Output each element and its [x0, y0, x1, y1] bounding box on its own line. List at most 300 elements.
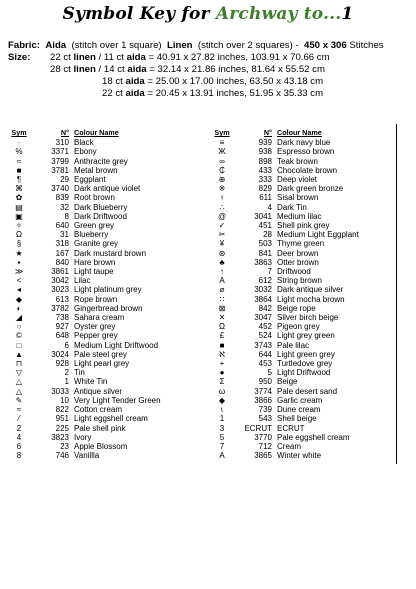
colour-name: Deer brown	[277, 248, 319, 258]
symbol-row	[8, 322, 198, 331]
symbol-glyph: ◂	[16, 285, 21, 295]
symbol-row	[211, 359, 401, 368]
colour-name: Dark navy blue	[277, 138, 331, 148]
thread-number: 8	[64, 211, 69, 221]
colour-name: Otter brown	[277, 257, 319, 267]
colour-name: Cream	[277, 441, 302, 451]
symbol-glyph: ✎	[15, 395, 23, 405]
symbol-glyph: ▣	[15, 211, 23, 221]
colour-name: Medium Light Driftwood	[74, 340, 159, 350]
colour-name: White Tin	[74, 377, 108, 387]
thread-number: 3740	[51, 184, 69, 194]
colour-name: Lilac	[74, 276, 91, 286]
thread-number: 333	[258, 175, 272, 185]
thread-number: 648	[55, 331, 69, 341]
name-header: Colour Name	[74, 128, 119, 137]
colour-name: Shell beige	[277, 414, 317, 424]
colour-name: Light pearl grey	[74, 359, 130, 369]
symbol-row	[211, 193, 401, 202]
title-highlight: Archway to...	[215, 4, 342, 24]
colour-name: Light taupe	[74, 267, 114, 277]
colour-name: Light platinum grey	[74, 285, 142, 295]
thread-number: 927	[55, 322, 69, 332]
symbol-glyph: £	[219, 331, 225, 341]
colour-name: Thyme green	[277, 239, 325, 249]
symbol-glyph: ◐	[16, 303, 22, 313]
symbol-row	[211, 341, 401, 350]
symbol-row	[8, 387, 198, 396]
symbol-row	[211, 304, 401, 313]
symbol-glyph: △	[15, 386, 23, 396]
fabric-label: Fabric:	[8, 40, 40, 51]
symbol-glyph: ⊕	[218, 175, 226, 185]
symbol-row	[8, 230, 198, 239]
symbol-glyph: ·	[17, 138, 21, 148]
num-header: N°	[263, 128, 272, 137]
colour-name: Dark Blueberry	[74, 202, 128, 212]
colour-name: Pale eggshell cream	[277, 432, 350, 442]
thread-number: 28	[263, 230, 272, 240]
symbol-row	[211, 377, 401, 386]
symbol-row	[8, 239, 198, 248]
thread-number: 543	[258, 414, 272, 424]
symbol-row	[211, 322, 401, 331]
thread-number: 3864	[254, 294, 272, 304]
thread-number: 6	[64, 340, 69, 350]
symbol-row	[211, 249, 401, 258]
colour-name: Dune cream	[277, 405, 321, 415]
symbol-row	[8, 193, 198, 202]
symbol-row	[211, 424, 401, 433]
symbol-row	[211, 414, 401, 423]
thread-number: 611	[259, 193, 272, 203]
colour-name: Blueberry	[74, 230, 109, 240]
symbol-row	[211, 313, 401, 322]
colour-name: Granite grey	[74, 239, 119, 249]
symbol-glyph: ▲	[15, 349, 23, 359]
size-line-2: 28 ct linen / 14 ct aida = 32.14 x 21.86 inches, 81.64 x 55.52 cm	[50, 64, 325, 75]
thread-number: 3024	[51, 349, 69, 359]
symbol-glyph: ∞	[219, 156, 225, 166]
colour-name: Deep violet	[277, 175, 318, 185]
num-header: N°	[60, 128, 69, 137]
symbol-row	[211, 138, 401, 147]
colour-name: String brown	[277, 276, 322, 286]
symbol-glyph: 5	[219, 432, 225, 442]
symbol-glyph: 7	[219, 441, 225, 451]
colour-name: Beige rope	[277, 303, 316, 313]
symbol-row	[8, 368, 198, 377]
colour-name: Dark Driftwood	[74, 211, 127, 221]
colour-name: Pale steel grey	[74, 349, 127, 359]
thread-number: 3865	[254, 451, 272, 461]
size-line-1: 22 ct linen / 11 ct aida = 40.91 x 27.82 inches, 103.91 x 70.66 cm	[50, 52, 330, 63]
thread-number: 3023	[51, 285, 69, 295]
symbol-glyph: %	[15, 147, 23, 157]
colour-name: Oyster grey	[74, 322, 116, 332]
thread-number: 451	[258, 221, 272, 231]
symbol-glyph: ◢	[15, 313, 23, 323]
colour-name: Sahara cream	[74, 313, 125, 323]
size-line-4: 22 ct aida = 20.45 x 13.91 inches, 51.95 x 35.33 cm	[102, 88, 324, 99]
symbol-row	[211, 368, 401, 377]
symbol-row	[8, 147, 198, 156]
symbol-glyph: +	[219, 359, 225, 369]
thread-number: 3041	[254, 211, 272, 221]
thread-number: 738	[55, 313, 69, 323]
symbol-glyph: 8	[16, 451, 22, 461]
symbol-row	[8, 451, 198, 460]
size-label: Size:	[8, 52, 31, 63]
fabric-linen-note: (stitch over 2 squares) -	[197, 40, 299, 51]
symbol-row	[8, 442, 198, 451]
colour-name: Garlic cream	[277, 395, 323, 405]
symbol-row	[8, 138, 198, 147]
symbol-row	[8, 313, 198, 322]
symbol-row	[211, 433, 401, 442]
symbol-glyph: ♀	[219, 193, 225, 203]
thread-number: 310	[55, 138, 69, 148]
title-suffix: 1	[341, 4, 354, 24]
thread-number: 3032	[254, 285, 272, 295]
colour-name: Tin	[74, 368, 85, 378]
colour-name: Dark Tin	[277, 202, 307, 212]
symbol-row	[211, 405, 401, 414]
thread-number: 524	[258, 331, 272, 341]
colour-name: Apple Blossom	[74, 441, 128, 451]
symbol-row	[211, 442, 401, 451]
thread-number: 29	[60, 175, 69, 185]
symbol-row	[211, 276, 401, 285]
symbol-glyph: ©	[16, 331, 22, 341]
fabric-aida-note: (stitch over 1 square)	[71, 40, 162, 51]
symbol-row	[8, 203, 198, 212]
symbol-glyph: ★	[15, 248, 23, 258]
colour-name: Shell pink grey	[277, 221, 330, 231]
thread-number: 1	[64, 377, 69, 387]
symbol-glyph: ⌀	[219, 285, 225, 295]
symbol-glyph: ≡	[219, 138, 225, 148]
symbol-row	[8, 341, 198, 350]
size-line-3: 18 ct aida = 25.00 x 17.00 inches, 63.50 x 43.18 cm	[102, 76, 324, 87]
symbol-glyph: ♣	[219, 257, 225, 267]
symbol-row	[211, 396, 401, 405]
symbol-row	[211, 184, 401, 193]
symbol-glyph: ■	[16, 165, 22, 175]
colour-name: Anthracite grey	[74, 156, 128, 166]
thread-number: 612	[258, 276, 272, 286]
colour-name: Very Light Tender Green	[74, 395, 161, 405]
symbol-glyph: ※	[218, 184, 226, 194]
symbol-row	[8, 295, 198, 304]
thread-number: 10	[60, 395, 69, 405]
symbol-row	[8, 424, 198, 433]
symbol-glyph: A	[219, 451, 225, 461]
colour-name: Metal brown	[74, 165, 118, 175]
colour-name: Dark antique violet	[74, 184, 141, 194]
colour-name: Ebony	[74, 147, 97, 157]
symbol-glyph: ₵	[219, 165, 225, 175]
colour-name: Green grey	[74, 221, 115, 231]
colour-name: ECRUT	[277, 423, 305, 433]
symbol-glyph: 6	[16, 441, 22, 451]
symbol-glyph: 2	[16, 423, 22, 433]
thread-number: 938	[258, 147, 272, 157]
symbol-row	[211, 258, 401, 267]
thread-number: 3823	[51, 432, 69, 442]
thread-number: 433	[258, 165, 272, 175]
symbol-row	[8, 285, 198, 294]
thread-number: 225	[55, 423, 69, 433]
thread-number: 3770	[254, 432, 272, 442]
symbol-glyph: ✿	[15, 193, 23, 203]
colour-name: Pale shell pink	[74, 423, 126, 433]
symbol-row	[211, 230, 401, 239]
symbol-row	[211, 157, 401, 166]
symbol-row	[211, 451, 401, 460]
thread-number: 7	[267, 267, 272, 277]
thread-number: 829	[258, 184, 272, 194]
symbol-glyph: Ω	[219, 322, 225, 332]
colour-name: Black	[74, 138, 94, 148]
symbol-glyph: ▤	[15, 202, 23, 212]
stitch-suffix: Stitches	[349, 40, 384, 51]
colour-name: Sisal brown	[277, 193, 319, 203]
symbol-row	[8, 414, 198, 423]
colour-name: Rope brown	[74, 294, 118, 304]
thread-number: 2	[64, 368, 69, 378]
colour-name: Dark mustard brown	[74, 248, 147, 258]
symbol-row	[211, 147, 401, 156]
thread-number: 23	[60, 441, 69, 451]
title-prefix: Symbol Key for	[62, 4, 216, 24]
left-column-header	[8, 128, 198, 137]
symbol-glyph: @	[217, 211, 227, 221]
colour-name: Dark green bronze	[277, 184, 344, 194]
sym-header: Sym	[11, 128, 27, 137]
thread-number: 3861	[51, 267, 69, 277]
thread-number: 3863	[254, 257, 272, 267]
name-header: Colour Name	[277, 128, 322, 137]
symbol-glyph: ◆	[218, 395, 226, 405]
colour-name: Cotton cream	[74, 405, 123, 415]
fabric-linen: Linen	[166, 40, 193, 51]
right-column	[211, 128, 401, 460]
symbol-row	[8, 359, 198, 368]
symbol-row	[8, 258, 198, 267]
thread-number: ECRUT	[244, 423, 272, 433]
symbol-glyph: ¥	[219, 239, 225, 249]
symbol-glyph: ∴	[219, 202, 225, 212]
colour-name: Espresso brown	[277, 147, 335, 157]
thread-number: 3866	[254, 395, 272, 405]
symbol-glyph: Ж	[218, 147, 226, 157]
thread-number: 951	[55, 414, 69, 424]
colour-name: Light eggshell cream	[74, 414, 148, 424]
symbol-row	[8, 212, 198, 221]
symbol-row	[211, 295, 401, 304]
symbol-glyph: <	[16, 276, 22, 286]
symbol-row	[8, 166, 198, 175]
colour-name: Silver birch beige	[277, 313, 339, 323]
symbol-glyph: 1	[219, 414, 225, 424]
thread-number: 3782	[51, 303, 69, 313]
thread-number: 841	[258, 248, 272, 258]
symbol-row	[8, 433, 198, 442]
symbol-glyph: ▽	[15, 368, 23, 378]
symbol-glyph: 4	[16, 432, 22, 442]
stitch-count: 450 x 306	[304, 40, 347, 51]
symbol-row	[8, 377, 198, 386]
thread-number: 746	[55, 451, 69, 461]
colour-name: Light grey green	[277, 331, 335, 341]
page-title	[0, 4, 416, 24]
thread-number: 822	[55, 405, 69, 415]
colour-name: Eggplant	[74, 175, 106, 185]
symbol-glyph: ✂	[218, 230, 226, 240]
symbol-glyph: ⁄	[18, 414, 20, 424]
colour-name: Vanillla	[74, 451, 100, 461]
symbol-glyph: ¶	[16, 175, 22, 185]
colour-name: Pale desert sand	[277, 386, 338, 396]
symbol-glyph: ▪	[17, 257, 21, 267]
thread-number: 640	[55, 221, 69, 231]
thread-number: 318	[55, 239, 69, 249]
symbol-row	[211, 166, 401, 175]
symbol-glyph: ≈	[16, 156, 22, 166]
thread-number: 842	[258, 303, 272, 313]
thread-number: 928	[55, 359, 69, 369]
symbol-glyph: ≈	[16, 405, 22, 415]
colour-name: Teak brown	[277, 156, 318, 166]
symbol-glyph: ∷	[219, 294, 225, 304]
thread-number: 3042	[51, 276, 69, 286]
thread-number: 3047	[254, 313, 272, 323]
thread-number: 3781	[51, 165, 69, 175]
colour-name: Winter white	[277, 451, 322, 461]
symbol-row	[211, 175, 401, 184]
thread-number: 950	[258, 377, 272, 387]
symbol-row	[8, 175, 198, 184]
symbol-glyph: □	[16, 340, 22, 350]
symbol-row	[8, 276, 198, 285]
thread-number: 452	[258, 322, 272, 332]
symbol-row	[211, 350, 401, 359]
symbol-row	[8, 405, 198, 414]
thread-number: 503	[258, 239, 272, 249]
symbol-glyph: ⊛	[218, 248, 226, 258]
symbol-glyph: §	[16, 239, 22, 249]
colour-name: Antique silver	[74, 386, 123, 396]
symbol-glyph: ɩ	[221, 405, 223, 415]
thread-number: 939	[258, 138, 272, 148]
symbol-row	[8, 350, 198, 359]
symbol-glyph: ↑	[220, 267, 224, 277]
symbol-row	[8, 249, 198, 258]
symbol-glyph: ⊓	[15, 359, 23, 369]
right-column-header	[211, 128, 401, 137]
colour-name: Light mocha brown	[277, 294, 345, 304]
symbol-glyph: A	[219, 276, 225, 286]
colour-name: Light Driftwood	[277, 368, 331, 378]
colour-name: Dark antique silver	[277, 285, 344, 295]
thread-number: 3799	[51, 156, 69, 166]
symbol-row	[211, 387, 401, 396]
colour-name: Light green grey	[277, 349, 335, 359]
symbol-row	[211, 221, 401, 230]
symbol-glyph: ○	[16, 322, 22, 332]
thread-number: 4	[267, 202, 272, 212]
symbol-glyph: Ω	[16, 230, 22, 240]
colour-name: Turtledove grey	[277, 359, 333, 369]
symbol-row	[211, 285, 401, 294]
thread-number: 5	[267, 368, 272, 378]
fabric-line	[8, 40, 384, 51]
thread-number: 712	[258, 441, 272, 451]
thread-number: 32	[60, 202, 69, 212]
symbol-glyph: ✓	[218, 221, 226, 231]
colour-name: Pale lilac	[277, 340, 310, 350]
symbol-row	[211, 239, 401, 248]
symbol-row	[8, 221, 198, 230]
symbol-row	[211, 267, 401, 276]
symbol-glyph: ✧	[15, 221, 23, 231]
thread-number: 167	[55, 248, 69, 258]
sym-header: Sym	[214, 128, 230, 137]
colour-name: Driftwood	[277, 267, 311, 277]
symbol-glyph: 3	[219, 423, 225, 433]
symbol-row	[211, 331, 401, 340]
thread-number: 453	[258, 359, 272, 369]
symbol-row	[8, 267, 198, 276]
symbol-glyph: ⊠	[218, 303, 226, 313]
symbol-glyph: ◆	[15, 294, 23, 304]
thread-number: 3371	[51, 147, 69, 157]
colour-name: Medium lilac	[277, 211, 322, 221]
symbol-glyph: ≫	[14, 267, 24, 277]
symbol-row	[211, 203, 401, 212]
colour-name: Pepper grey	[74, 331, 118, 341]
thread-number: 3033	[51, 386, 69, 396]
fabric-aida: Aida	[45, 40, 67, 51]
colour-name: Ivory	[74, 432, 92, 442]
thread-number: 644	[258, 349, 272, 359]
symbol-glyph: ℵ	[219, 349, 225, 359]
symbol-glyph: ω	[218, 386, 226, 396]
symbol-row	[8, 184, 198, 193]
symbol-glyph: ■	[219, 340, 225, 350]
colour-name: Chocolate brown	[277, 165, 338, 175]
thread-number: 739	[258, 405, 272, 415]
colour-name: Root brown	[74, 193, 115, 203]
symbol-glyph: Σ	[219, 377, 225, 387]
colour-name: Medium Light Eggplant	[277, 230, 359, 240]
thread-number: 31	[60, 230, 69, 240]
thread-number: 898	[258, 156, 272, 166]
thread-number: 840	[55, 257, 69, 267]
thread-number: 3774	[254, 386, 272, 396]
symbol-row	[8, 304, 198, 313]
thread-number: 613	[55, 294, 69, 304]
thread-number: 3743	[254, 340, 272, 350]
symbol-glyph: ●	[219, 368, 225, 378]
symbol-glyph: △	[15, 377, 23, 387]
symbol-row	[211, 212, 401, 221]
symbol-row	[8, 396, 198, 405]
colour-name: Pigeon grey	[277, 322, 320, 332]
symbol-row	[8, 331, 198, 340]
symbol-glyph: ✕	[218, 313, 226, 323]
